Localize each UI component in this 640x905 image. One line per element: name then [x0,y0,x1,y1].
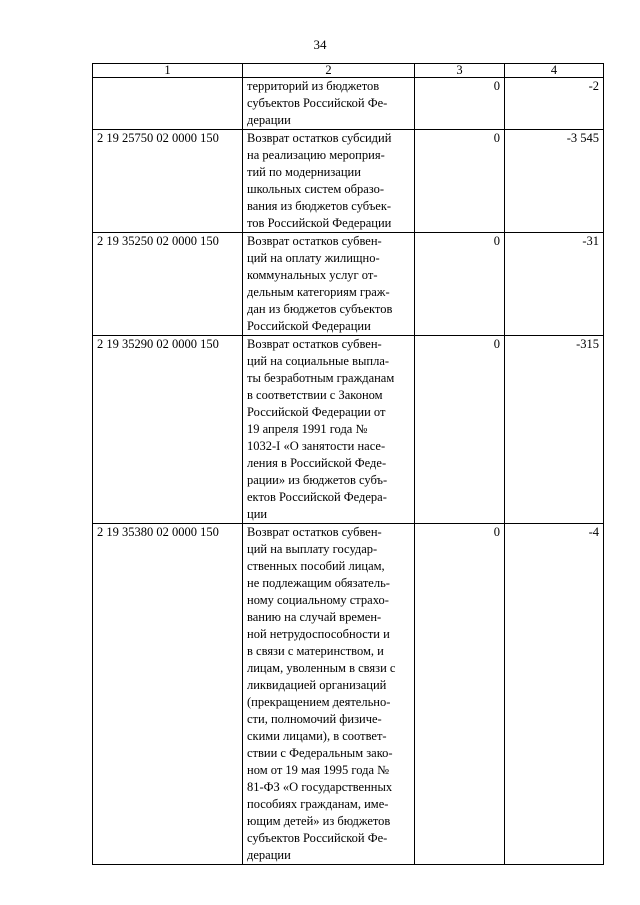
table-row [93,336,604,524]
header-col-1: 1 [93,64,243,78]
description-cell: Возврат остатков субвен- ций на выплату государ- ственных пособий лицам, не подлежащим обязатель- ному социальному страхо- ванию на случай времен- ной нетрудоспособности и в связи с материнством, и лицам, уволенным в связи с ликвидацией организаций (прекращением деятельно- сти, полномочий физиче- скими лицами), в соответ- ствии с Федеральным зако- ном от 19 мая 1995 года № 81-ФЗ «О государственных пособиях гражданам, име- ющим детей» из бюджетов субъектов Российской Фе- дерации [243,524,415,865]
col4-value-cell: -4 [505,524,604,865]
table-row [93,78,604,130]
description-cell: Возврат остатков субсидий на реализацию мероприя- тий по модернизации школьных систем образо- вания из бюджетов субъек- тов Российской Федерации [243,130,415,233]
col3-value-cell: 0 [415,233,505,336]
header-col-2: 2 [243,64,415,78]
budget-code-cell: 2 19 35290 02 0000 150 [93,336,243,524]
table-header [93,64,604,78]
table-row [93,524,604,865]
header-row [93,64,604,78]
header-col-4: 4 [505,64,604,78]
budget-code-cell: 2 19 35380 02 0000 150 [93,524,243,865]
budget-code-cell: 2 19 35250 02 0000 150 [93,233,243,336]
description-cell: Возврат остатков субвен- ций на социальные выпла- ты безработным гражданам в соответствии с Законом Российской Федерации от 19 апреля 1991 года № 1032-I «О занятости насе- ления в Российской Феде- рации» из бюджетов субъ- ектов Российской Федера- ции [243,336,415,524]
budget-code-cell [93,78,243,130]
table-row [93,233,604,336]
col3-value-cell: 0 [415,336,505,524]
description-cell: Возврат остатков субвен- ций на оплату жилищно- коммунальных услуг от- дельным категориям граж- дан из бюджетов субъектов Российской Федерации [243,233,415,336]
table-row [93,130,604,233]
page-number: 34 [313,37,327,52]
col3-value-cell: 0 [415,130,505,233]
budget-code-cell: 2 19 25750 02 0000 150 [93,130,243,233]
col4-value-cell: -31 [505,233,604,336]
col3-value-cell: 0 [415,78,505,130]
col4-value-cell: -2 [505,78,604,130]
col4-value-cell: -3 545 [505,130,604,233]
col4-value-cell: -315 [505,336,604,524]
table-body [93,78,604,865]
budget-table [92,63,604,865]
col3-value-cell: 0 [415,524,505,865]
header-col-3: 3 [415,64,505,78]
description-cell: территорий из бюджетов субъектов Российской Фе- дерации [243,78,415,130]
